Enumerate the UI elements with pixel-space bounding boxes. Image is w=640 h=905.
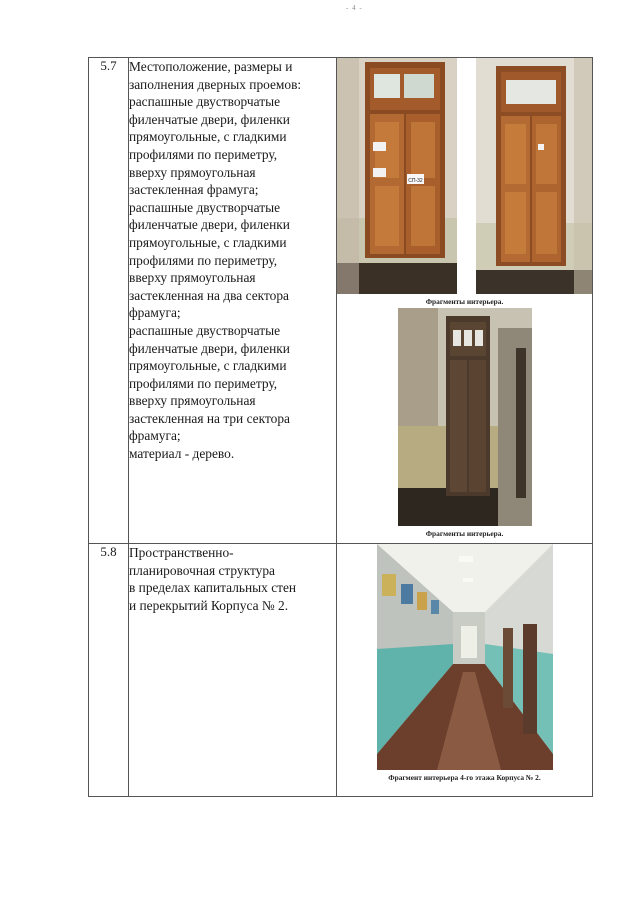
photo-door-2 [476,58,592,294]
description-line: профилями по периметру, [129,252,278,268]
photo-single [337,544,592,770]
description-line: прямоугольные, с гладкими [129,129,287,145]
description-line: профилями по периметру, [129,146,278,162]
description-line: и перекрытий Корпуса № 2. [129,597,289,613]
description-line: материал - дерево. [129,446,235,462]
page-number: - 4 - [346,4,363,12]
photo-caption: Фрагмент интерьера 4-го этажа Корпуса № 2. [388,773,541,782]
description-line: филенчатые двери, филенки [129,340,290,356]
photo-pair [337,58,592,294]
description-line: застекленная на два сектора [129,287,289,303]
description-line: прямоугольные, с гладкими [129,234,287,250]
photo-door-1 [337,58,457,294]
description-line: Пространственно- [129,545,234,560]
photo-caption: Фрагменты интерьера. [425,529,504,538]
description-line: филенчатые двери, филенки [129,217,290,233]
description-table [88,57,593,797]
row-number: 5.8 [89,544,129,797]
description-line: вверху прямоугольная [129,270,256,286]
description-line: фрамуга; [129,428,181,444]
row-description [129,58,337,544]
description-line: застекленная фрамуга; [129,182,259,198]
description-line: застекленная на три сектора [129,410,290,426]
description-line: планировочная структура [129,562,275,578]
description-line: филенчатые двери, филенки [129,111,290,127]
description-line: вверху прямоугольная [129,393,256,409]
description-line: профилями по периметру, [129,375,278,391]
photo-single [337,308,592,526]
table-row [89,544,593,797]
row-description [129,544,337,797]
photo-corridor [377,544,553,770]
description-line: вверху прямоугольная [129,164,256,180]
photo-door-3 [398,308,532,526]
description-line: распашные двустворчатые [129,94,281,110]
description-line: Местоположение, размеры и [129,59,293,74]
description-line: заполнения дверных проемов: [129,76,302,92]
description-text [129,58,336,463]
photo-cell [337,544,593,797]
table-row [89,58,593,544]
photo-caption: Фрагменты интерьера. [425,297,504,306]
description-line: распашные двустворчатые [129,199,281,215]
description-line: фрамуга; [129,305,181,321]
description-line: в пределах капитальных стен [129,580,297,596]
description-line: распашные двустворчатые [129,322,281,338]
row-number: 5.7 [89,58,129,544]
photo-cell [337,58,593,544]
description-line: прямоугольные, с гладкими [129,358,287,374]
door-sign: СП-32 [408,178,423,184]
description-text [129,544,336,614]
